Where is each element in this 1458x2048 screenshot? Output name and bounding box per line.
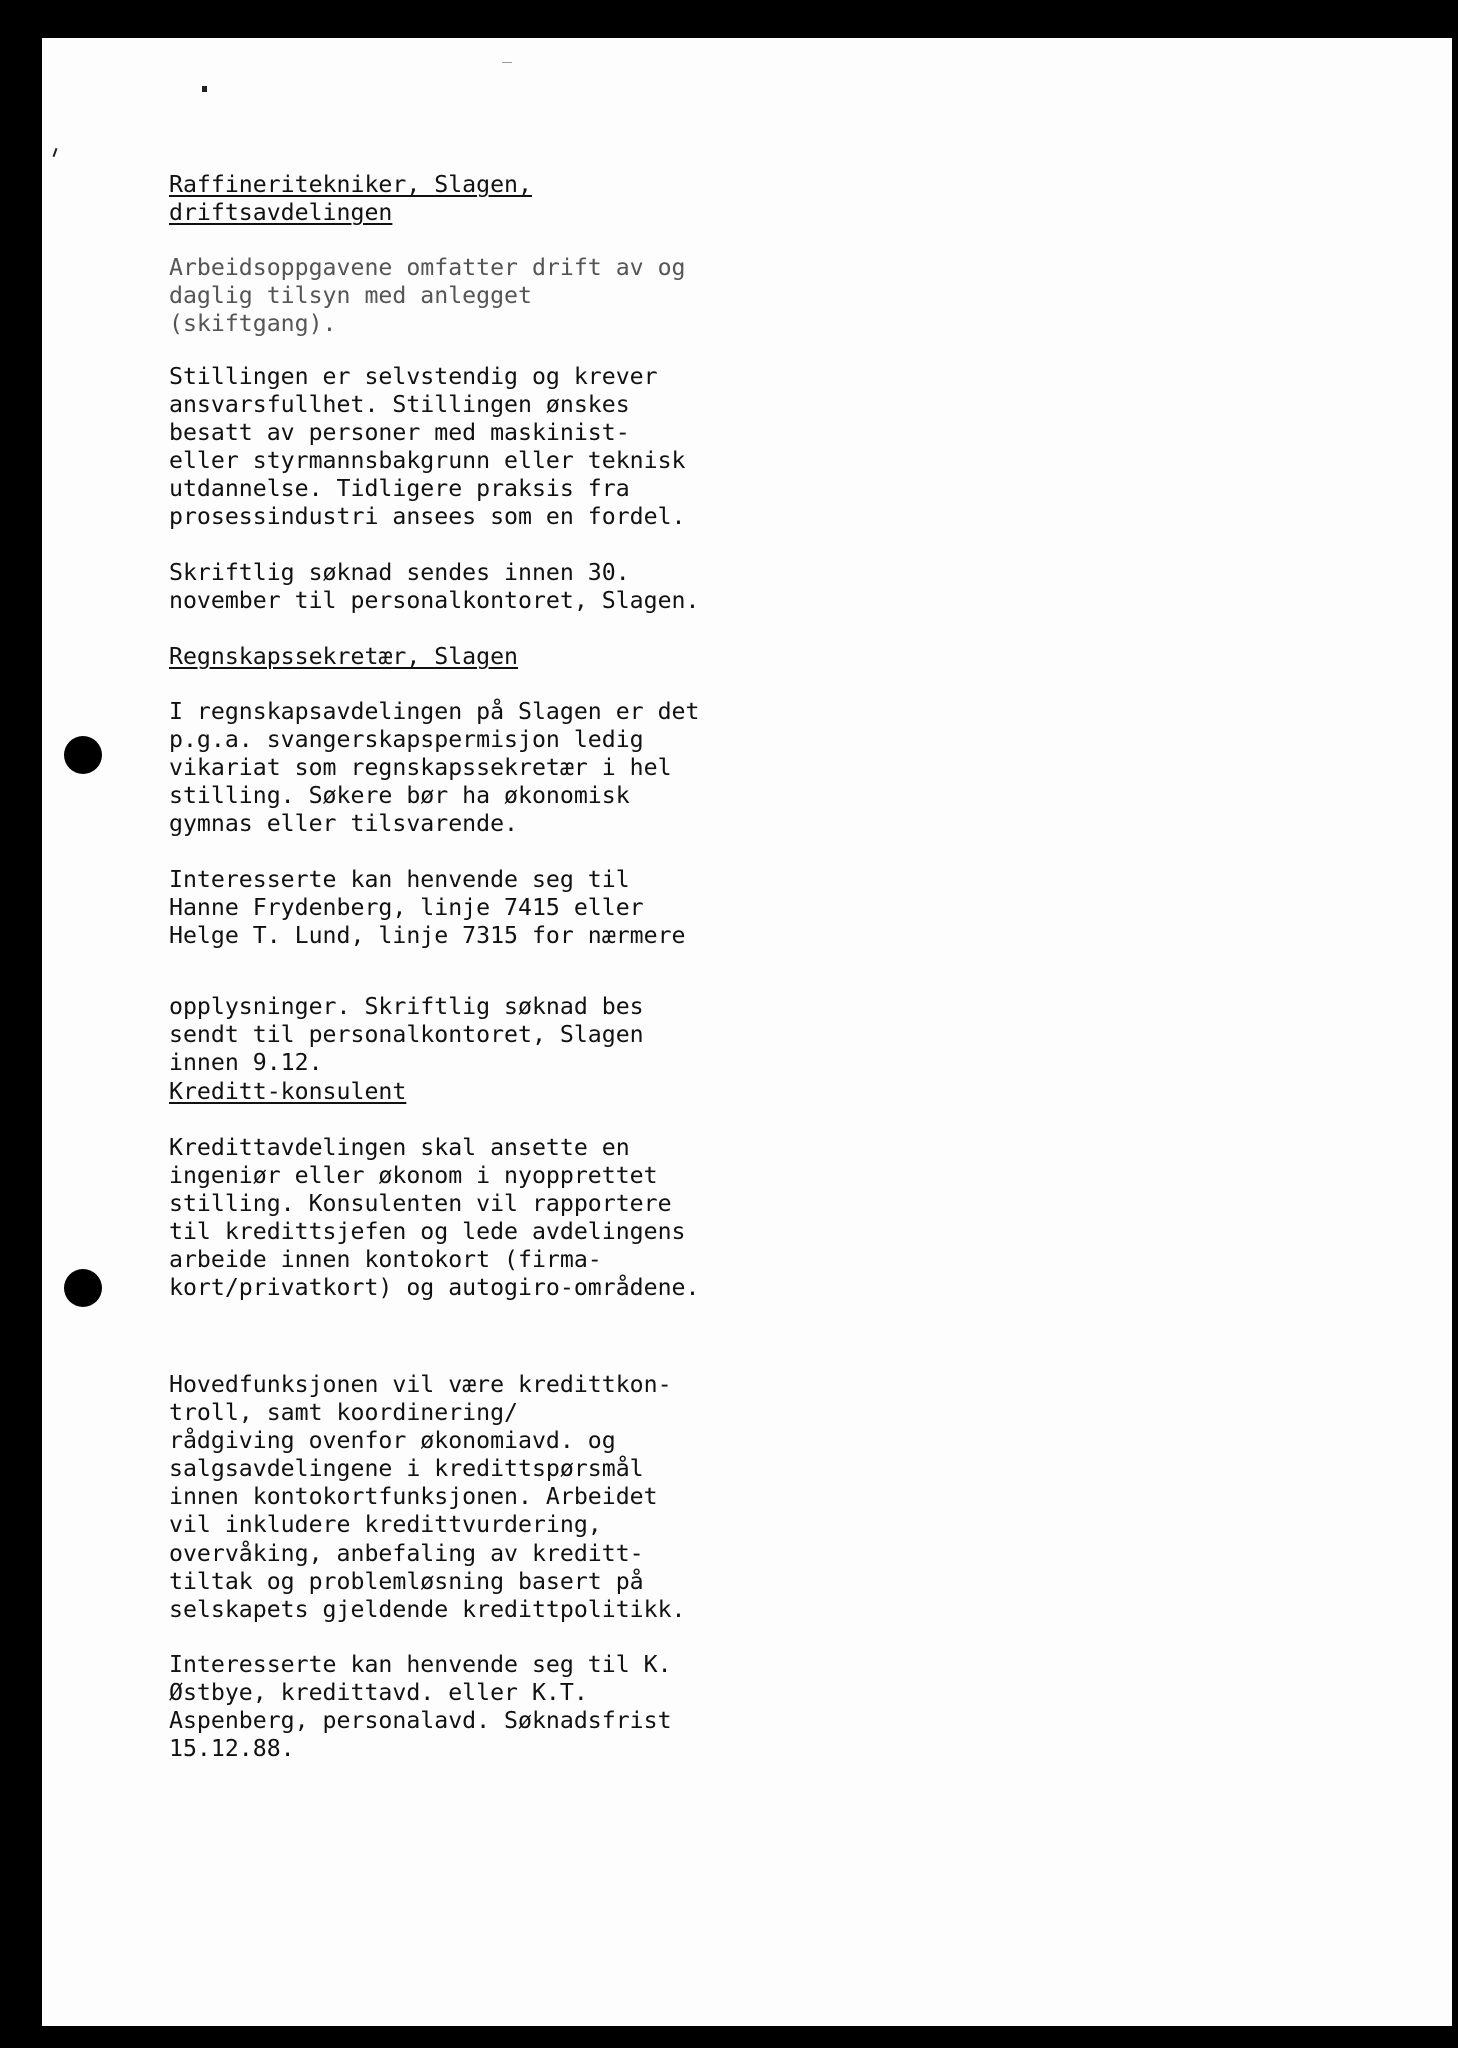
punch-hole [64, 1269, 102, 1307]
paragraph: Kredittavdelingen skal ansette en ingeniør eller økonom i nyopprettet stilling. Konsulenten vil rapportere til kredittsjefen og lede avdelingens arbeide innen kontokort (firma- kort/privatkort) og autogiro-områdene. [169, 1134, 700, 1302]
section-title-raffineritekniker: Raffineritekniker, Slagen, driftsavdelingen [169, 171, 532, 226]
scan-speck [202, 86, 207, 92]
paragraph: opplysninger. Skriftlig søknad bes sendt til personalkontoret, Slagen innen 9.12. [169, 993, 644, 1077]
scan-speck [502, 62, 512, 63]
paragraph: Skriftlig søknad sendes innen 30. november til personalkontoret, Slagen. [169, 559, 700, 615]
punch-hole [64, 736, 102, 774]
document-page [42, 38, 1452, 2026]
paragraph: Hovedfunksjonen vil være kredittkon- troll, samt koordinering/ rådgiving ovenfor økonomiavd. og salgsavdelingene i kredittspørsmål innen kontokortfunksjonen. Arbeidet vil inkludere kredittvurdering, overvåking, anbefaling av kreditt- tiltak og problemløsning basert på selskapets gjeldende kredittpolitikk. [169, 1371, 686, 1623]
paragraph: I regnskapsavdelingen på Slagen er det p.g.a. svangerskapspermisjon ledig vikariat som regnskapssekretær i hel stilling. Søkere bør ha økonomisk gymnas eller tilsvarende. [169, 698, 700, 838]
section-title-kreditt-konsulent: Kreditt-konsulent [169, 1078, 407, 1105]
section-title-regnskapssekretaer: Regnskapssekretær, Slagen [169, 643, 519, 670]
paragraph: Stillingen er selvstendig og krever ansvarsfullhet. Stillingen ønskes besatt av personer med maskinist- eller styrmannsbakgrunn eller teknisk utdannelse. Tidligere praksis fra prosessindustri ansees som en fordel. [169, 363, 686, 531]
paragraph: Interesserte kan henvende seg til K. Østbye, kredittavd. eller K.T. Aspenberg, personalavd. Søknadsfrist 15.12.88. [169, 1651, 672, 1763]
scan-speck [53, 148, 58, 157]
paragraph: Interesserte kan henvende seg til Hanne Frydenberg, linje 7415 eller Helge T. Lund, linje 7315 for nærmere [169, 866, 686, 950]
paragraph: Arbeidsoppgavene omfatter drift av og daglig tilsyn med anlegget (skiftgang). [169, 254, 686, 338]
